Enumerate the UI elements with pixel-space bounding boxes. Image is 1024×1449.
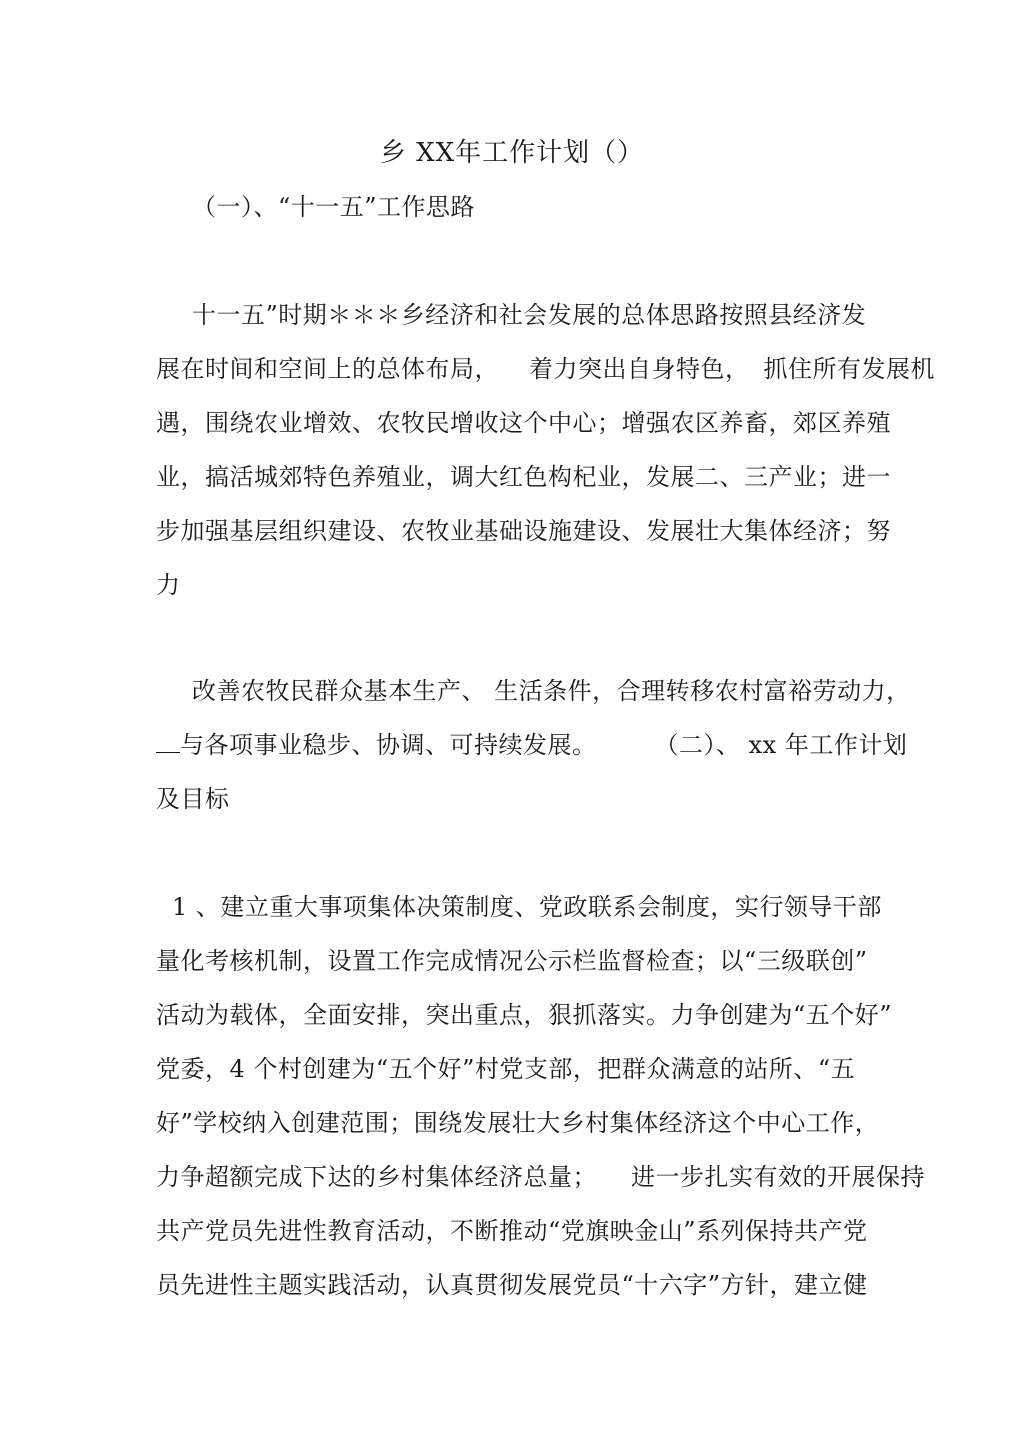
para3-line-3: 活动为载体，全面安排，突出重点，狠抓落实。力争创建为“五个好”: [156, 1001, 893, 1029]
para2-line-3: 及目标: [156, 785, 230, 813]
para3-line-1: 1 、建立重大事项集体决策制度、党政联系会制度，实行领导干部: [172, 893, 882, 921]
para2-line-2-part-a: 与各项事业稳步、协调、可持续发展。: [180, 731, 597, 759]
para3-line-6-part-b: 进一步扎实有效的开展保持: [631, 1163, 925, 1191]
para1-line-2: [156, 354, 935, 384]
document-title: 乡 XX年工作计划（）: [379, 138, 645, 168]
section-heading-1: （一）、“十一五”工作思路: [192, 193, 476, 221]
para1-line-6: 力: [156, 571, 181, 599]
section-heading-2: （二）、 xx 年工作计划: [654, 731, 908, 759]
para2-line-2: [156, 730, 907, 760]
fill-in-blank: [156, 730, 180, 753]
para3-line-4: 党委，4 个村创建为“五个好”村党支部，把群众满意的站所、“五: [156, 1055, 856, 1083]
para1-line-5: 步加强基层组织建设、农牧业基础设施建设、发展壮大集体经济；努: [156, 517, 891, 545]
para3-line-7: 共产党员先进性教育活动，不断推动“党旗映金山”系列保持共产党: [156, 1217, 868, 1245]
para2-line-1: 改善农牧民群众基本生产、 生活条件，合理转移农村富裕劳动力，: [192, 677, 911, 705]
para1-line-1: 十一五”时期＊＊＊乡经济和社会发展的总体思路按照县经济发: [192, 301, 867, 329]
para1-line-3: 遇，围绕农业增效、农牧民增收这个中心；增强农区养畜，郊区养殖: [156, 409, 891, 437]
para1-line-4: 业，搞活城郊特色养殖业，调大红色构杞业，发展二、三产业；进一: [156, 463, 891, 491]
para3-line-6: [156, 1162, 925, 1192]
para1-line-2-part-a: 展在时间和空间上的总体布局，: [156, 355, 499, 383]
para3-line-8: 员先进性主题实践活动，认真贯彻发展党员“十六字”方针，建立健: [156, 1271, 868, 1299]
para3-line-2: 量化考核机制，设置工作完成情况公示栏监督检查；以“三级联创”: [156, 947, 868, 975]
para3-line-5: 好”学校纳入创建范围；围绕发展壮大乡村集体经济这个中心工作，: [156, 1109, 880, 1137]
para1-line-2-part-c: 抓住所有发展机: [763, 355, 935, 383]
para1-line-2-part-b: 着力突出自身特色，: [529, 355, 750, 383]
para3-line-6-part-a: 力争超额完成下达的乡村集体经济总量；: [156, 1163, 597, 1191]
